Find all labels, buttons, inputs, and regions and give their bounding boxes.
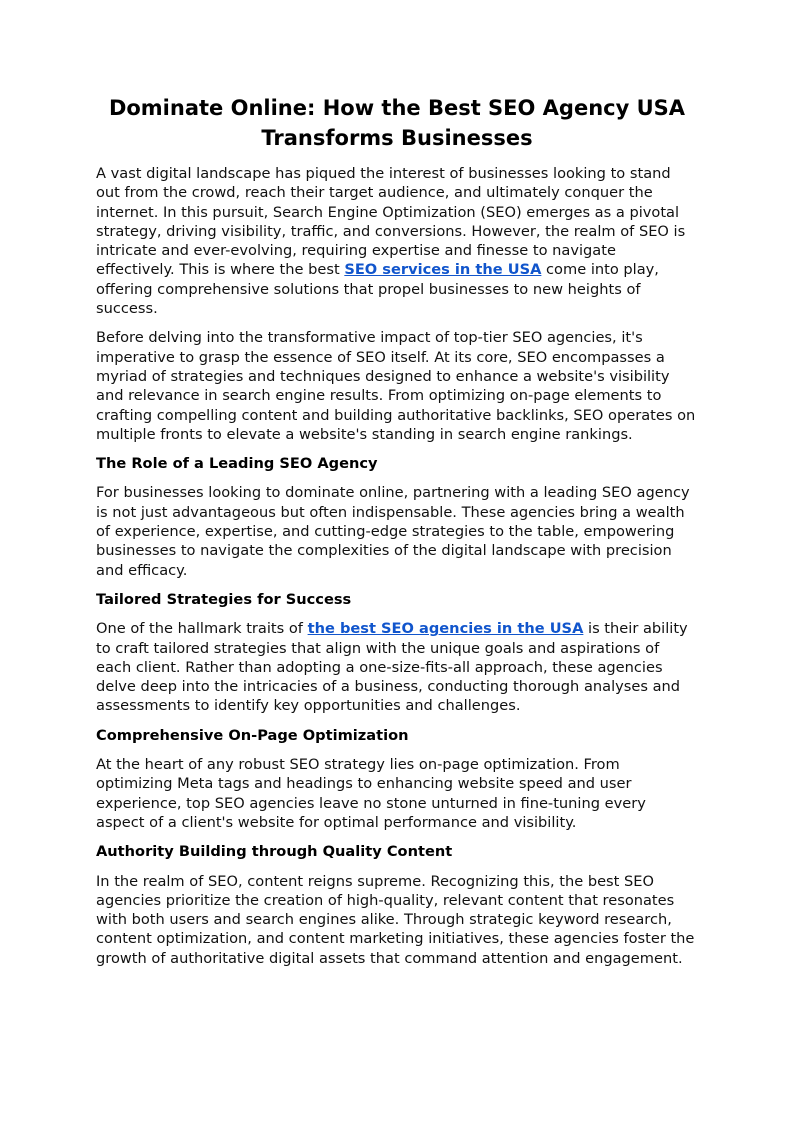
best-seo-agencies-link[interactable]: the best SEO agencies in the USA xyxy=(307,620,584,638)
seo-essence-paragraph: Before delving into the transformative impact of top-tier SEO agencies, it's imperative to grasp the essence of SEO itself. At its core, SEO encompasses a myriad of strategies and techniques designed to enhance a website's visibility and relevance in search engine results. From optimizing on-page elements to crafting compelling content and building authoritative backlinks, SEO operates on multiple fronts to elevate a website's standing in search engine rankings. xyxy=(96,329,696,443)
page-title: Dominate Online: How the Best SEO Agency USA Transforms Businesses xyxy=(108,96,686,150)
section-text-onpage: At the heart of any robust SEO strategy lies on-page optimization. From optimizing Meta tags and headings to enhancing website speed and user experience, top SEO agencies leave no stone unturned in fine-tuning every aspect of a client's website for optimal performance and visibility. xyxy=(96,756,646,831)
section-heading-authority: Authority Building through Quality Content xyxy=(96,843,453,861)
tailored-text-before: One of the hallmark traits of xyxy=(96,620,308,638)
section-text-authority: In the realm of SEO, content reigns supreme. Recognizing this, the best SEO agencies prioritize the creation of high-quality, relevant content that resonates with both users and search engines alike. Through strategic keyword research, content optimization, and content marketing initiatives, these agencies foster the growth of authoritative digital assets that command attention and engagement. xyxy=(96,872,695,967)
seo-services-usa-link[interactable]: SEO services in the USA xyxy=(344,261,542,279)
intro-text-before: A vast digital landscape has piqued the interest of businesses looking to stand out from the crowd, reach their target audience, and ultimately conquer the internet. In this pursuit, Search Engine Optimization (SEO) emerges as a pivotal strategy, driving visibility, traffic, and conversions. However, the realm of SEO is intricate and ever-evolving, requiring expertise and finesse to navigate effectively. This is where the best xyxy=(96,165,686,279)
tailored-text-after: is their ability to craft tailored strategies that align with the unique goals and aspirations of each client. Rather than adopting a one-size-fits-all approach, these agencies delve deep into the intricacies of a business, conducting thorough analyses and assessments to identify key opportunities and challenges. xyxy=(96,620,688,715)
section-text-tailored xyxy=(96,619,698,715)
section-heading-onpage: Comprehensive On-Page Optimization xyxy=(96,726,409,744)
intro-paragraph xyxy=(96,164,698,318)
section-heading-role: The Role of a Leading SEO Agency xyxy=(96,455,378,473)
section-text-role: For businesses looking to dominate online, partnering with a leading SEO agency is not just advantageous but often indispensable. These agencies bring a wealth of experience, expertise, and cutting-edge strategies to the table, empowering businesses to navigate the complexities of the digital landscape with precision and efficacy. xyxy=(96,484,690,579)
section-heading-tailored: Tailored Strategies for Success xyxy=(96,590,352,608)
intro-text-after: come into play, offering comprehensive solutions that propel businesses to new heights of success. xyxy=(96,261,659,318)
